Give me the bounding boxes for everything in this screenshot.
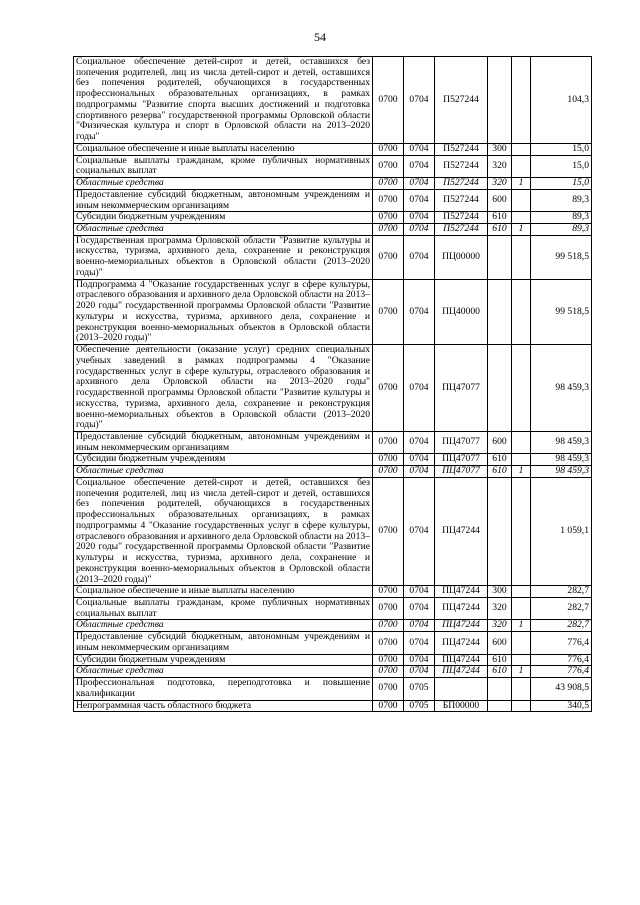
funding-source-code bbox=[512, 477, 531, 585]
expense-type-code bbox=[488, 700, 512, 712]
subsection-code: 0704 bbox=[404, 666, 435, 678]
section-code: 0700 bbox=[373, 143, 404, 155]
funding-source-code bbox=[512, 155, 531, 177]
amount: 89,3 bbox=[531, 224, 592, 236]
expense-type-code: 300 bbox=[488, 143, 512, 155]
section-code: 0700 bbox=[373, 700, 404, 712]
expense-type-code: 320 bbox=[488, 597, 512, 619]
subsection-code: 0704 bbox=[404, 143, 435, 155]
section-code: 0700 bbox=[373, 632, 404, 654]
subsection-code: 0705 bbox=[404, 700, 435, 712]
funding-source-code bbox=[512, 454, 531, 466]
section-code: 0700 bbox=[373, 454, 404, 466]
subsection-code: 0704 bbox=[404, 178, 435, 190]
section-code: 0700 bbox=[373, 678, 404, 700]
table-row bbox=[74, 345, 592, 432]
subsection-code: 0704 bbox=[404, 279, 435, 344]
row-description: Областные средства bbox=[74, 666, 373, 678]
subsection-code: 0704 bbox=[404, 345, 435, 432]
target-article-code: П527244 bbox=[435, 155, 488, 177]
amount: 89,3 bbox=[531, 189, 592, 211]
amount: 776,4 bbox=[531, 666, 592, 678]
target-article-code: ПЦ47244 bbox=[435, 597, 488, 619]
row-description: Социальное обеспечение детей-сирот и детей, оставшихся без попечения родителей, лиц из числа детей-сирот и детей, оставшихся без попечения родителей, обучающихся в государственных профессиональных образовательных организациях, в рамках подпрограммы 4 "Оказание государственных услуг в сфере культуры, отраслевого образования и архивного дела Орловской области на 2013–2020 годы" государственной программы Орловской области "Развитие культуры и искусства, туризма, архивного дела, сохранение и реконструкция военно-мемориальных объектов в Орловской области (2013–2020 годы)" bbox=[74, 477, 373, 585]
amount: 98 459,3 bbox=[531, 466, 592, 478]
table-row bbox=[74, 700, 592, 712]
table-row bbox=[74, 279, 592, 344]
amount: 15,0 bbox=[531, 178, 592, 190]
expense-type-code: 610 bbox=[488, 212, 512, 224]
subsection-code: 0705 bbox=[404, 678, 435, 700]
section-code: 0700 bbox=[373, 345, 404, 432]
target-article-code: ПЦ47077 bbox=[435, 454, 488, 466]
subsection-code: 0704 bbox=[404, 431, 435, 453]
expense-type-code: 610 bbox=[488, 654, 512, 666]
section-code: 0700 bbox=[373, 57, 404, 144]
table-row bbox=[74, 431, 592, 453]
section-code: 0700 bbox=[373, 178, 404, 190]
funding-source-code: 1 bbox=[512, 620, 531, 632]
funding-source-code bbox=[512, 431, 531, 453]
funding-source-code: 1 bbox=[512, 224, 531, 236]
row-description: Обеспечение деятельности (оказание услуг) средних специальных учебных заведений в рамках подпрограммы 4 "Оказание государственных услуг в сфере культуры, отраслевого образования и архивного дела Орловской области на 2013–2020 годы" государственной программы Орловской области "Развитие культуры и искусства, туризма, архивного дела, сохранение и реконструкция военно-мемориальных объектов в Орловской области (2013–2020 годы)" bbox=[74, 345, 373, 432]
section-code: 0700 bbox=[373, 279, 404, 344]
amount: 776,4 bbox=[531, 654, 592, 666]
subsection-code: 0704 bbox=[404, 189, 435, 211]
row-description: Государственная программа Орловской области "Развитие культуры и искусства, туризма, архивного дела, сохранение и реконструкция военно-мемориальных объектов в Орловской области (2013–2020 годы)" bbox=[74, 235, 373, 279]
funding-source-code bbox=[512, 586, 531, 598]
section-code: 0700 bbox=[373, 586, 404, 598]
target-article-code: ПЦ40000 bbox=[435, 279, 488, 344]
subsection-code: 0704 bbox=[404, 632, 435, 654]
section-code: 0700 bbox=[373, 431, 404, 453]
funding-source-code bbox=[512, 189, 531, 211]
expense-type-code: 610 bbox=[488, 224, 512, 236]
target-article-code: П527244 bbox=[435, 224, 488, 236]
amount: 104,3 bbox=[531, 57, 592, 144]
row-description: Субсидии бюджетным учреждениям bbox=[74, 454, 373, 466]
target-article-code: ПЦ47244 bbox=[435, 666, 488, 678]
funding-source-code bbox=[512, 597, 531, 619]
funding-source-code bbox=[512, 143, 531, 155]
row-description: Социальные выплаты гражданам, кроме публичных нормативных социальных выплат bbox=[74, 597, 373, 619]
funding-source-code: 1 bbox=[512, 666, 531, 678]
amount: 98 459,3 bbox=[531, 454, 592, 466]
subsection-code: 0704 bbox=[404, 224, 435, 236]
expense-type-code bbox=[488, 345, 512, 432]
amount: 340,5 bbox=[531, 700, 592, 712]
table-row bbox=[74, 620, 592, 632]
target-article-code: ПЦ47077 bbox=[435, 345, 488, 432]
amount: 1 059,1 bbox=[531, 477, 592, 585]
section-code: 0700 bbox=[373, 155, 404, 177]
budget-table-body bbox=[74, 57, 592, 712]
amount: 98 459,3 bbox=[531, 345, 592, 432]
expense-type-code: 610 bbox=[488, 466, 512, 478]
expense-type-code bbox=[488, 235, 512, 279]
expense-type-code: 320 bbox=[488, 620, 512, 632]
funding-source-code bbox=[512, 632, 531, 654]
table-row bbox=[74, 235, 592, 279]
amount: 282,7 bbox=[531, 620, 592, 632]
subsection-code: 0704 bbox=[404, 212, 435, 224]
subsection-code: 0704 bbox=[404, 466, 435, 478]
funding-source-code bbox=[512, 235, 531, 279]
target-article-code: П527244 bbox=[435, 212, 488, 224]
amount: 89,3 bbox=[531, 212, 592, 224]
funding-source-code bbox=[512, 279, 531, 344]
section-code: 0700 bbox=[373, 189, 404, 211]
target-article-code: ПЦ47244 bbox=[435, 477, 488, 585]
target-article-code: П527244 bbox=[435, 178, 488, 190]
expense-type-code: 610 bbox=[488, 454, 512, 466]
row-description: Социальное обеспечение детей-сирот и детей, оставшихся без попечения родителей, лиц из числа детей-сирот и детей, оставшихся без попечения родителей, обучающихся в государственных профессиональных образовательных организациях, в рамках подпрограммы "Развитие спорта высших достижений и подготовка спортивного резерва" государственной программы Орловской области "Физическая культура и спорт в Орловской области на 2013–2020 годы" bbox=[74, 57, 373, 144]
table-row bbox=[74, 477, 592, 585]
table-row bbox=[74, 212, 592, 224]
row-description: Подпрограмма 4 "Оказание государственных услуг в сфере культуры, отраслевого образования и архивного дела Орловской области на 2013–2020 годы" государственной программы Орловской области "Развитие культуры и искусства, туризма, архивного дела, сохранение и реконструкция военно-мемориальных объектов в Орловской области (2013–2020 годы)" bbox=[74, 279, 373, 344]
subsection-code: 0704 bbox=[404, 597, 435, 619]
row-description: Социальные выплаты гражданам, кроме публичных нормативных социальных выплат bbox=[74, 155, 373, 177]
subsection-code: 0704 bbox=[404, 586, 435, 598]
table-row bbox=[74, 189, 592, 211]
table-row bbox=[74, 454, 592, 466]
expense-type-code bbox=[488, 57, 512, 144]
expense-type-code: 320 bbox=[488, 155, 512, 177]
subsection-code: 0704 bbox=[404, 477, 435, 585]
table-row bbox=[74, 143, 592, 155]
subsection-code: 0704 bbox=[404, 620, 435, 632]
target-article-code: ПЦ47244 bbox=[435, 654, 488, 666]
row-description: Социальное обеспечение и иные выплаты населению bbox=[74, 586, 373, 598]
budget-table bbox=[73, 56, 592, 712]
target-article-code: ПЦ47244 bbox=[435, 632, 488, 654]
funding-source-code bbox=[512, 57, 531, 144]
target-article-code: ПЦ47244 bbox=[435, 586, 488, 598]
table-row bbox=[74, 597, 592, 619]
amount: 15,0 bbox=[531, 155, 592, 177]
target-article-code: ПЦ00000 bbox=[435, 235, 488, 279]
section-code: 0700 bbox=[373, 620, 404, 632]
funding-source-code bbox=[512, 654, 531, 666]
amount: 282,7 bbox=[531, 597, 592, 619]
expense-type-code: 600 bbox=[488, 431, 512, 453]
expense-type-code: 610 bbox=[488, 666, 512, 678]
amount: 282,7 bbox=[531, 586, 592, 598]
page-number: 54 bbox=[314, 30, 326, 44]
table-row bbox=[74, 654, 592, 666]
amount: 43 908,5 bbox=[531, 678, 592, 700]
section-code: 0700 bbox=[373, 466, 404, 478]
subsection-code: 0704 bbox=[404, 235, 435, 279]
subsection-code: 0704 bbox=[404, 454, 435, 466]
expense-type-code bbox=[488, 477, 512, 585]
row-description: Предоставление субсидий бюджетным, автономным учреждениям и иным некоммерческим организациям bbox=[74, 189, 373, 211]
table-row bbox=[74, 466, 592, 478]
expense-type-code: 600 bbox=[488, 189, 512, 211]
table-row bbox=[74, 666, 592, 678]
target-article-code: П527244 bbox=[435, 143, 488, 155]
amount: 776,4 bbox=[531, 632, 592, 654]
expense-type-code bbox=[488, 678, 512, 700]
table-row bbox=[74, 632, 592, 654]
funding-source-code bbox=[512, 700, 531, 712]
table-row bbox=[74, 678, 592, 700]
section-code: 0700 bbox=[373, 666, 404, 678]
funding-source-code bbox=[512, 678, 531, 700]
subsection-code: 0704 bbox=[404, 654, 435, 666]
expense-type-code: 600 bbox=[488, 632, 512, 654]
row-description: Предоставление субсидий бюджетным, автономным учреждениям и иным некоммерческим организациям bbox=[74, 431, 373, 453]
section-code: 0700 bbox=[373, 224, 404, 236]
row-description: Субсидии бюджетным учреждениям bbox=[74, 212, 373, 224]
amount: 99 518,5 bbox=[531, 279, 592, 344]
row-description: Субсидии бюджетным учреждениям bbox=[74, 654, 373, 666]
expense-type-code: 300 bbox=[488, 586, 512, 598]
amount: 15,0 bbox=[531, 143, 592, 155]
row-description: Предоставление субсидий бюджетным, автономным учреждениям и иным некоммерческим организациям bbox=[74, 632, 373, 654]
target-article-code bbox=[435, 678, 488, 700]
subsection-code: 0704 bbox=[404, 57, 435, 144]
section-code: 0700 bbox=[373, 477, 404, 585]
section-code: 0700 bbox=[373, 212, 404, 224]
table-row bbox=[74, 224, 592, 236]
funding-source-code bbox=[512, 345, 531, 432]
target-article-code: БП00000 bbox=[435, 700, 488, 712]
funding-source-code: 1 bbox=[512, 178, 531, 190]
row-description: Областные средства bbox=[74, 620, 373, 632]
target-article-code: П527244 bbox=[435, 57, 488, 144]
section-code: 0700 bbox=[373, 235, 404, 279]
target-article-code: ПЦ47077 bbox=[435, 466, 488, 478]
row-description: Социальное обеспечение и иные выплаты населению bbox=[74, 143, 373, 155]
amount: 98 459,3 bbox=[531, 431, 592, 453]
section-code: 0700 bbox=[373, 597, 404, 619]
target-article-code: ПЦ47077 bbox=[435, 431, 488, 453]
table-row bbox=[74, 155, 592, 177]
expense-type-code: 320 bbox=[488, 178, 512, 190]
table-row bbox=[74, 57, 592, 144]
row-description: Областные средства bbox=[74, 224, 373, 236]
expense-type-code bbox=[488, 279, 512, 344]
section-code: 0700 bbox=[373, 654, 404, 666]
table-row bbox=[74, 178, 592, 190]
funding-source-code bbox=[512, 212, 531, 224]
target-article-code: ПЦ47244 bbox=[435, 620, 488, 632]
subsection-code: 0704 bbox=[404, 155, 435, 177]
row-description: Непрограммная часть областного бюджета bbox=[74, 700, 373, 712]
table-row bbox=[74, 586, 592, 598]
target-article-code: П527244 bbox=[435, 189, 488, 211]
row-description: Профессиональная подготовка, переподготовка и повышение квалификации bbox=[74, 678, 373, 700]
row-description: Областные средства bbox=[74, 178, 373, 190]
row-description: Областные средства bbox=[74, 466, 373, 478]
amount: 99 518,5 bbox=[531, 235, 592, 279]
funding-source-code: 1 bbox=[512, 466, 531, 478]
